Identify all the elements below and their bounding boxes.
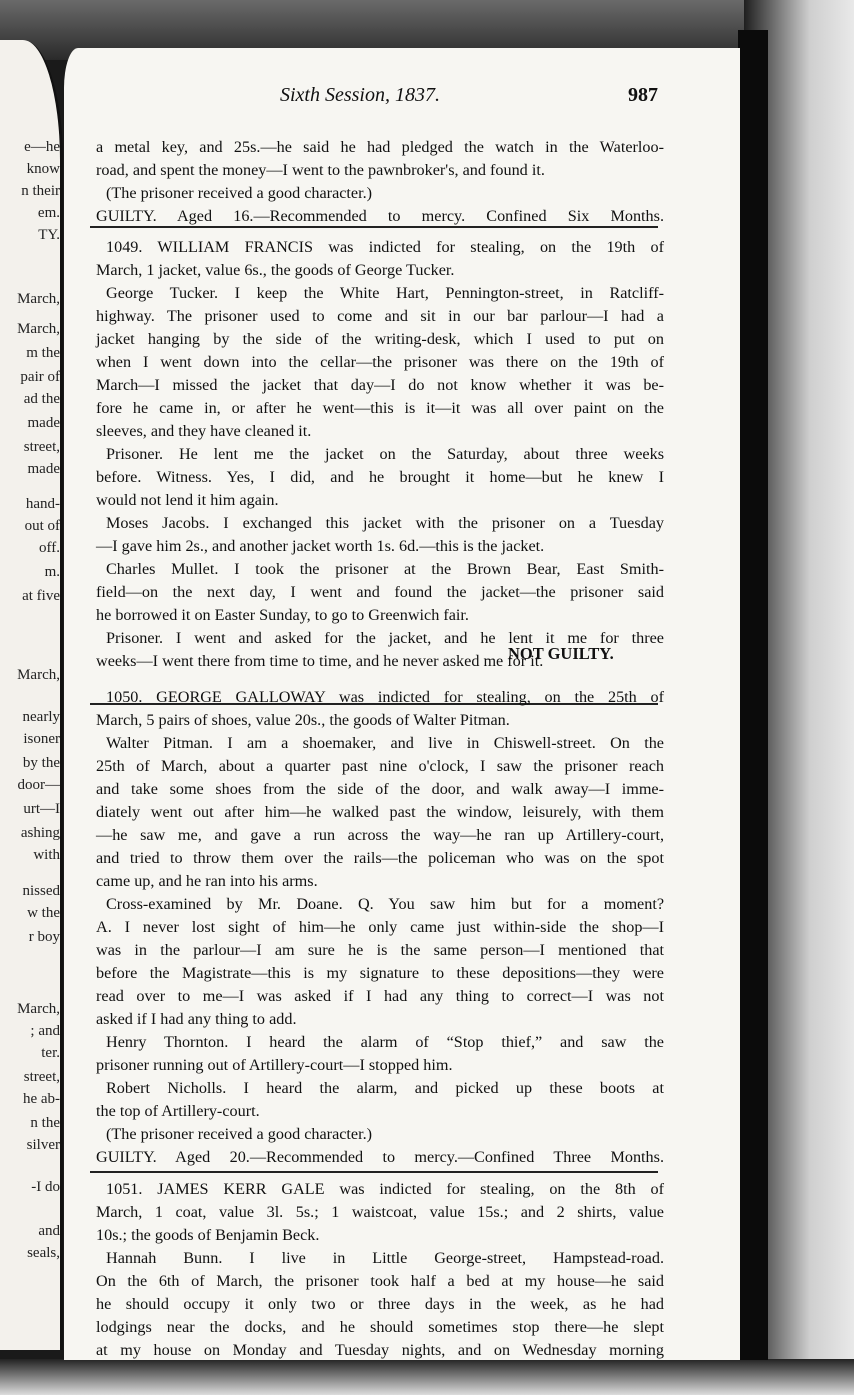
prev-page-text-fragment: hand-	[25, 496, 60, 512]
text-line: Walter Pitman. I am a shoemaker, and live in Chiswell-street. On the	[106, 734, 664, 752]
text-line: road, and spent the money—I went to the pawnbroker's, and found it.	[96, 161, 545, 179]
verdict-not-guilty: NOT GUILTY.	[508, 644, 614, 663]
prev-page-text-fragment: n their	[21, 183, 60, 199]
text-line: fore he came in, or after he went—this is it—it was all over paint on the	[96, 399, 664, 417]
text-line: On the 6th of March, the prisoner took half a bed at my house—he said	[96, 1272, 664, 1290]
text-line: March, 1 jacket, value 6s., the goods of George Tucker.	[96, 261, 455, 279]
text-line: field—on the next day, I went and found the jacket—the prisoner said	[96, 583, 664, 601]
previous-page-edge	[0, 40, 63, 1350]
text-line: Cross-examined by Mr. Doane. Q. You saw him but for a moment?	[106, 895, 664, 913]
prev-page-text-fragment: March,	[17, 667, 60, 683]
prev-page-text-fragment: at five	[22, 588, 60, 604]
text-line: he borrowed it on Easter Sunday, to go to Greenwich fair.	[96, 606, 469, 624]
prev-page-text-fragment: March,	[17, 321, 60, 337]
prev-page-text-fragment: with	[33, 847, 60, 863]
prev-page-text-fragment: em.	[37, 205, 60, 221]
text-line: weeks—I went there from time to time, and he never asked me for it.	[96, 652, 544, 670]
prev-page-text-fragment: he ab-	[22, 1091, 60, 1107]
prev-page-text-fragment: urt—I	[23, 801, 60, 817]
prev-page-text-fragment: off.	[39, 540, 60, 556]
prev-page-text-fragment: know	[26, 161, 60, 177]
text-line: before the Magistrate—this is my signature to these depositions—they were	[96, 964, 664, 982]
prev-page-text-fragment: pair of	[20, 369, 60, 385]
text-line: March, 1 coat, value 3l. 5s.; 1 waistcoat, value 15s.; and 2 shirts, value	[96, 1203, 664, 1221]
prev-page-text-fragment: street,	[23, 439, 60, 455]
prev-page-text-fragment: street,	[23, 1069, 60, 1085]
section-divider	[90, 226, 658, 228]
prev-page-text-fragment: March,	[17, 1001, 60, 1017]
text-line: Prisoner. I went and asked for the jacket, and he lent it me for three	[106, 629, 664, 647]
document-page	[64, 48, 740, 1360]
prev-page-text-fragment: door—	[17, 777, 60, 793]
text-line: Robert Nicholls. I heard the alarm, and picked up these boots at	[106, 1079, 664, 1097]
text-line: 1051. JAMES KERR GALE was indicted for stealing, on the 8th of	[106, 1180, 664, 1198]
text-line: —he saw me, and gave a run across the way—he ran up Artillery-court,	[96, 826, 664, 844]
prev-page-text-fragment: ; and	[30, 1023, 60, 1039]
text-line: would not lend it him again.	[96, 491, 279, 509]
text-line: 1049. WILLIAM FRANCIS was indicted for stealing, on the 19th of	[106, 238, 664, 256]
prev-page-text-fragment: m.	[44, 564, 60, 580]
prev-page-text-fragment: ad the	[23, 391, 60, 407]
background-bottom	[0, 1359, 854, 1395]
prev-page-text-fragment: made	[27, 415, 60, 431]
text-line: diately went out after him—he walked past the window, leisurely, with them	[96, 803, 664, 821]
page-number: 987	[628, 84, 658, 106]
text-line: (The prisoner received a good character.)	[106, 184, 373, 202]
text-line: asked if I had any thing to add.	[96, 1010, 297, 1028]
prev-page-text-fragment: made	[27, 461, 60, 477]
text-line: Hannah Bunn. I live in Little George-street, Hampstead-road.	[106, 1249, 664, 1267]
text-line: prisoner running out of Artillery-court—I stopped him.	[96, 1056, 453, 1074]
text-line: Prisoner. He lent me the jacket on the Saturday, about three weeks	[106, 445, 664, 463]
prev-page-text-fragment: r boy	[28, 929, 60, 945]
prev-page-text-fragment: ashing	[20, 825, 60, 841]
prev-page-text-fragment: ter.	[41, 1045, 60, 1061]
text-line: —I gave him 2s., and another jacket worth 1s. 6d.—this is the jacket.	[96, 537, 545, 555]
prev-page-text-fragment: by the	[22, 755, 60, 771]
text-line: (The prisoner received a good character.)	[106, 1125, 373, 1143]
prev-page-text-fragment: silver	[26, 1137, 60, 1153]
prev-page-text-fragment: nearly	[22, 709, 60, 725]
running-header-title: Sixth Session, 1837.	[280, 84, 440, 106]
prev-page-text-fragment: -I do	[31, 1179, 60, 1195]
text-line: he should occupy it only two or three days in the week, as he had	[96, 1295, 664, 1313]
text-line: George Tucker. I keep the White Hart, Pennington-street, in Ratcliff-	[106, 284, 664, 302]
section-divider	[90, 1171, 658, 1173]
prev-page-text-fragment: out of	[24, 518, 60, 534]
text-line: when I went down into the cellar—the prisoner was there on the 19th of	[96, 353, 664, 371]
text-line: lodgings near the docks, and he should sometimes stop there—he slept	[96, 1318, 664, 1336]
text-line: A. I never lost sight of him—he only came just within-side the shop—I	[96, 918, 664, 936]
text-line: GUILTY. Aged 16.—Recommended to mercy. Confined Six Months.	[96, 207, 664, 225]
text-line: 10s.; the goods of Benjamin Beck.	[96, 1226, 320, 1244]
prev-page-text-fragment: seals,	[27, 1245, 60, 1261]
text-line: was in the parlour—I am sure he is the same person—I mentioned that	[96, 941, 664, 959]
text-line: 25th of March, about a quarter past nine o'clock, I saw the prisoner reach	[96, 757, 664, 775]
text-line: a metal key, and 25s.—he said he had pledged the watch in the Waterloo-	[96, 138, 664, 156]
text-line: at my house on Monday and Tuesday nights, and on Wednesday morning	[96, 1341, 664, 1359]
prev-page-text-fragment: TY.	[38, 227, 60, 243]
text-line: 1050. GEORGE GALLOWAY was indicted for stealing, on the 25th of	[106, 688, 664, 706]
prev-page-text-fragment: w the	[27, 905, 60, 921]
text-line: the top of Artillery-court.	[96, 1102, 260, 1120]
prev-page-text-fragment: March,	[17, 291, 60, 307]
text-line: jacket hanging by the side of the writing-desk, which I used to put on	[96, 330, 664, 348]
prev-page-text-fragment: m the	[26, 345, 60, 361]
text-line: GUILTY. Aged 20.—Recommended to mercy.—Confined Three Months.	[96, 1148, 664, 1166]
text-line: Henry Thornton. I heard the alarm of “Stop thief,” and saw the	[106, 1033, 664, 1051]
prev-page-text-fragment: nissed	[22, 883, 60, 899]
text-line: read over to me—I was asked if I had any thing to correct—I was not	[96, 987, 664, 1005]
text-line: came up, and he ran into his arms.	[96, 872, 318, 890]
text-line: March—I missed the jacket that day—I do not know whether it was be-	[96, 376, 664, 394]
book-spine-shadow	[738, 30, 768, 1360]
prev-page-text-fragment: n the	[30, 1115, 60, 1131]
prev-page-text-fragment: isoner	[23, 731, 60, 747]
text-line: highway. The prisoner used to come and sit in our bar parlour—I had a	[96, 307, 664, 325]
prev-page-text-fragment: and	[38, 1223, 60, 1239]
text-line: Charles Mullet. I took the prisoner at the Brown Bear, East Smith-	[106, 560, 664, 578]
text-line: and tried to throw them over the rails—the policeman who was on the spot	[96, 849, 664, 867]
prev-page-text-fragment: e—he	[24, 139, 60, 155]
text-line: and take some shoes from the side of the door, and walk away—I imme-	[96, 780, 664, 798]
text-line: before. Witness. Yes, I did, and he brought it home—but he knew I	[96, 468, 664, 486]
text-line: sleeves, and they have cleaned it.	[96, 422, 312, 440]
text-line: Moses Jacobs. I exchanged this jacket with the prisoner on a Tuesday	[106, 514, 664, 532]
text-line: March, 5 pairs of shoes, value 20s., the goods of Walter Pitman.	[96, 711, 510, 729]
